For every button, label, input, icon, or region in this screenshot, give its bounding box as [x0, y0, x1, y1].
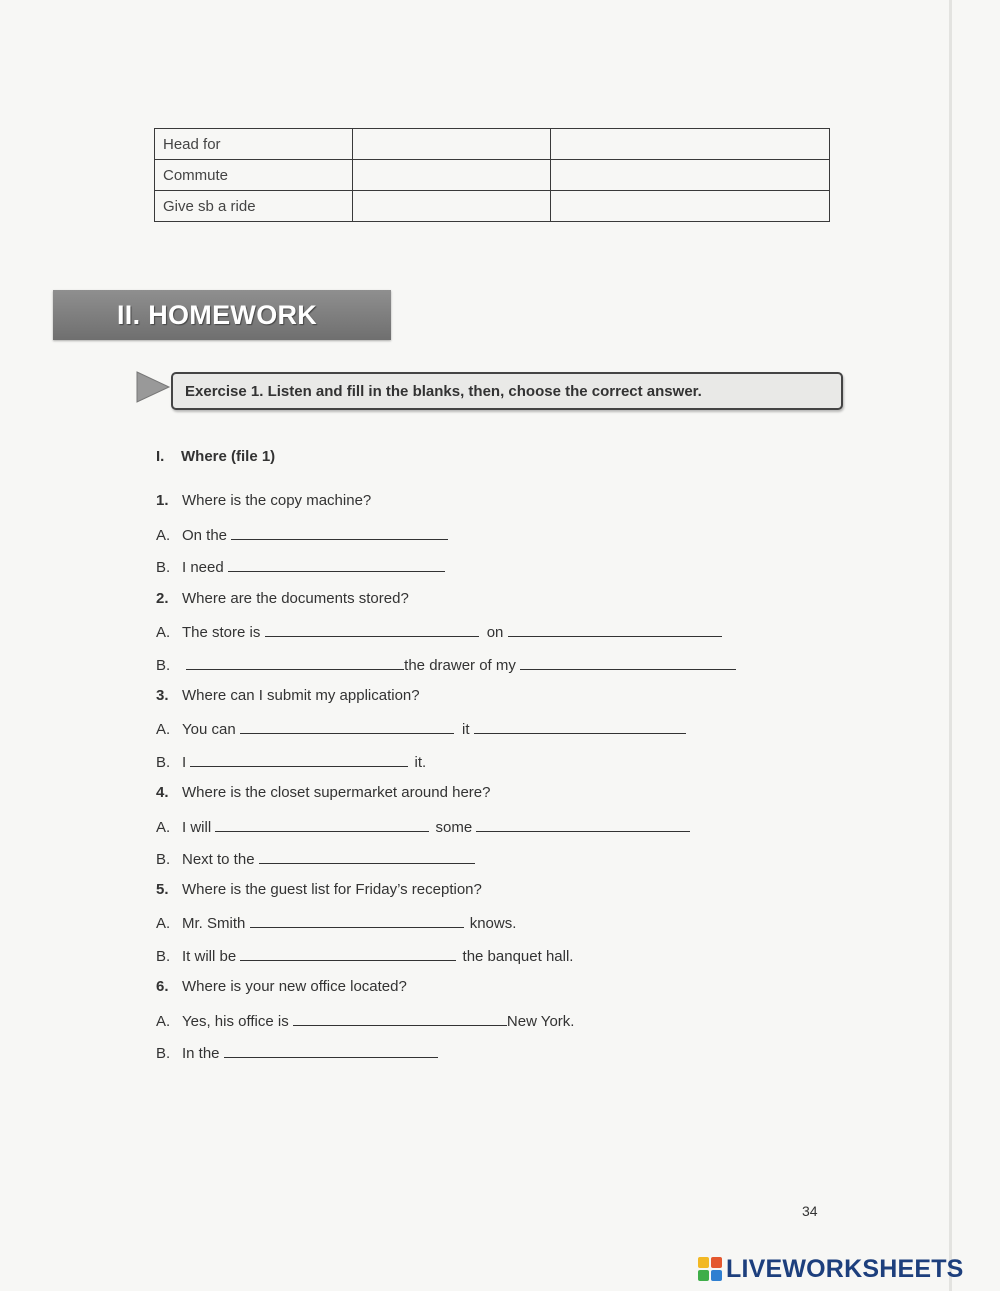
fill-blank[interactable] [293, 1011, 507, 1026]
page-number: 34 [802, 1203, 818, 1219]
answer-text: It will be [182, 948, 237, 965]
question-number: 3. [156, 687, 169, 704]
section-title: Where (file 1) [181, 448, 276, 465]
answer-letter: B. [156, 851, 171, 868]
fill-blank[interactable] [190, 752, 408, 767]
question-text: Where is the copy machine? [182, 492, 372, 509]
question-text: Where are the documents stored? [182, 590, 409, 607]
question-5 [156, 881, 482, 898]
answer-letter: A. [156, 721, 171, 738]
homework-banner [53, 290, 391, 340]
answer-letter: A. [156, 915, 171, 932]
fill-blank[interactable] [265, 622, 479, 637]
answer-text: Yes, his office is [182, 1013, 289, 1030]
exercise-instruction-box [171, 372, 843, 410]
question-1 [156, 492, 371, 509]
fill-blank[interactable] [186, 655, 404, 670]
answer-letter: A. [156, 624, 171, 641]
fill-blank[interactable] [240, 946, 456, 961]
answer-text: knows. [469, 915, 517, 932]
answer-text: it [462, 721, 470, 738]
answer-5b [156, 946, 573, 965]
liveworksheets-icon [698, 1257, 722, 1281]
vocab-cell [353, 160, 551, 191]
question-number: 4. [156, 784, 169, 801]
answer-2a [156, 622, 722, 641]
question-text: Where is your new office located? [182, 978, 407, 995]
vocab-term: Give sb a ride [155, 191, 353, 222]
answer-letter: B. [156, 948, 171, 965]
fill-blank[interactable] [474, 719, 686, 734]
question-6 [156, 978, 407, 995]
answer-letter: B. [156, 657, 171, 674]
answer-text: the banquet hall. [462, 948, 574, 965]
table-row [155, 129, 830, 160]
answer-text: I need [182, 559, 224, 576]
answer-letter: B. [156, 754, 171, 771]
fill-blank[interactable] [250, 913, 464, 928]
table-row [155, 160, 830, 191]
fill-blank[interactable] [508, 622, 722, 637]
fill-blank[interactable] [240, 719, 454, 734]
answer-6a [156, 1011, 574, 1030]
answer-1a [156, 525, 448, 544]
section-number: I. [156, 448, 165, 465]
answer-text: The store is [182, 624, 261, 641]
answer-letter: B. [156, 559, 171, 576]
question-number: 5. [156, 881, 169, 898]
answer-text: Next to the [182, 851, 255, 868]
answer-text: You can [182, 721, 236, 738]
homework-title: II. HOMEWORK [117, 299, 318, 330]
vocab-cell [353, 129, 551, 160]
fill-blank[interactable] [259, 849, 475, 864]
answer-3a [156, 719, 686, 738]
table-row [155, 191, 830, 222]
answer-text: Mr. Smith [182, 915, 246, 932]
fill-blank[interactable] [224, 1043, 438, 1058]
answer-6b [156, 1043, 438, 1062]
question-4 [156, 784, 491, 801]
answer-text: In the [182, 1045, 220, 1062]
answer-letter: A. [156, 819, 171, 836]
answer-text: on [486, 624, 504, 641]
vocab-cell [551, 160, 830, 191]
answer-letter: A. [156, 1013, 171, 1030]
section-heading [156, 448, 275, 465]
answer-2b [156, 655, 736, 674]
answer-1b [156, 557, 445, 576]
fill-blank[interactable] [215, 817, 429, 832]
question-2 [156, 590, 409, 607]
answer-4b [156, 849, 475, 868]
question-number: 6. [156, 978, 169, 995]
page-edge [949, 0, 952, 1291]
answer-letter: A. [156, 527, 171, 544]
fill-blank[interactable] [476, 817, 690, 832]
vocab-cell [551, 129, 830, 160]
liveworksheets-logo [698, 1256, 964, 1282]
question-number: 2. [156, 590, 169, 607]
answer-3b [156, 752, 426, 771]
answer-4a [156, 817, 690, 836]
answer-5a [156, 913, 516, 932]
vocab-table [154, 128, 830, 222]
answer-text: I [182, 754, 187, 771]
brand-name: LIVEWORKSHEETS [726, 1254, 964, 1283]
vocab-term: Commute [155, 160, 353, 191]
fill-blank[interactable] [231, 525, 448, 540]
answer-text: the drawer of my [404, 657, 516, 674]
answer-text: it. [414, 754, 427, 771]
answer-letter: B. [156, 1045, 171, 1062]
answer-text: I will [182, 819, 212, 836]
exercise-instruction: Exercise 1. Listen and fill in the blanks, then, choose the correct answer. [185, 382, 702, 400]
question-text: Where is the closet supermarket around here? [182, 784, 491, 801]
answer-text: some [435, 819, 473, 836]
answer-text: New York. [506, 1013, 575, 1030]
vocab-cell [551, 191, 830, 222]
vocab-cell [353, 191, 551, 222]
fill-blank[interactable] [520, 655, 736, 670]
question-text: Where can I submit my application? [182, 687, 420, 704]
question-3 [156, 687, 420, 704]
play-arrow-icon [135, 369, 171, 405]
question-text: Where is the guest list for Friday’s reception? [182, 881, 482, 898]
question-number: 1. [156, 492, 169, 509]
answer-text: On the [182, 527, 228, 544]
fill-blank[interactable] [228, 557, 445, 572]
vocab-term: Head for [155, 129, 353, 160]
